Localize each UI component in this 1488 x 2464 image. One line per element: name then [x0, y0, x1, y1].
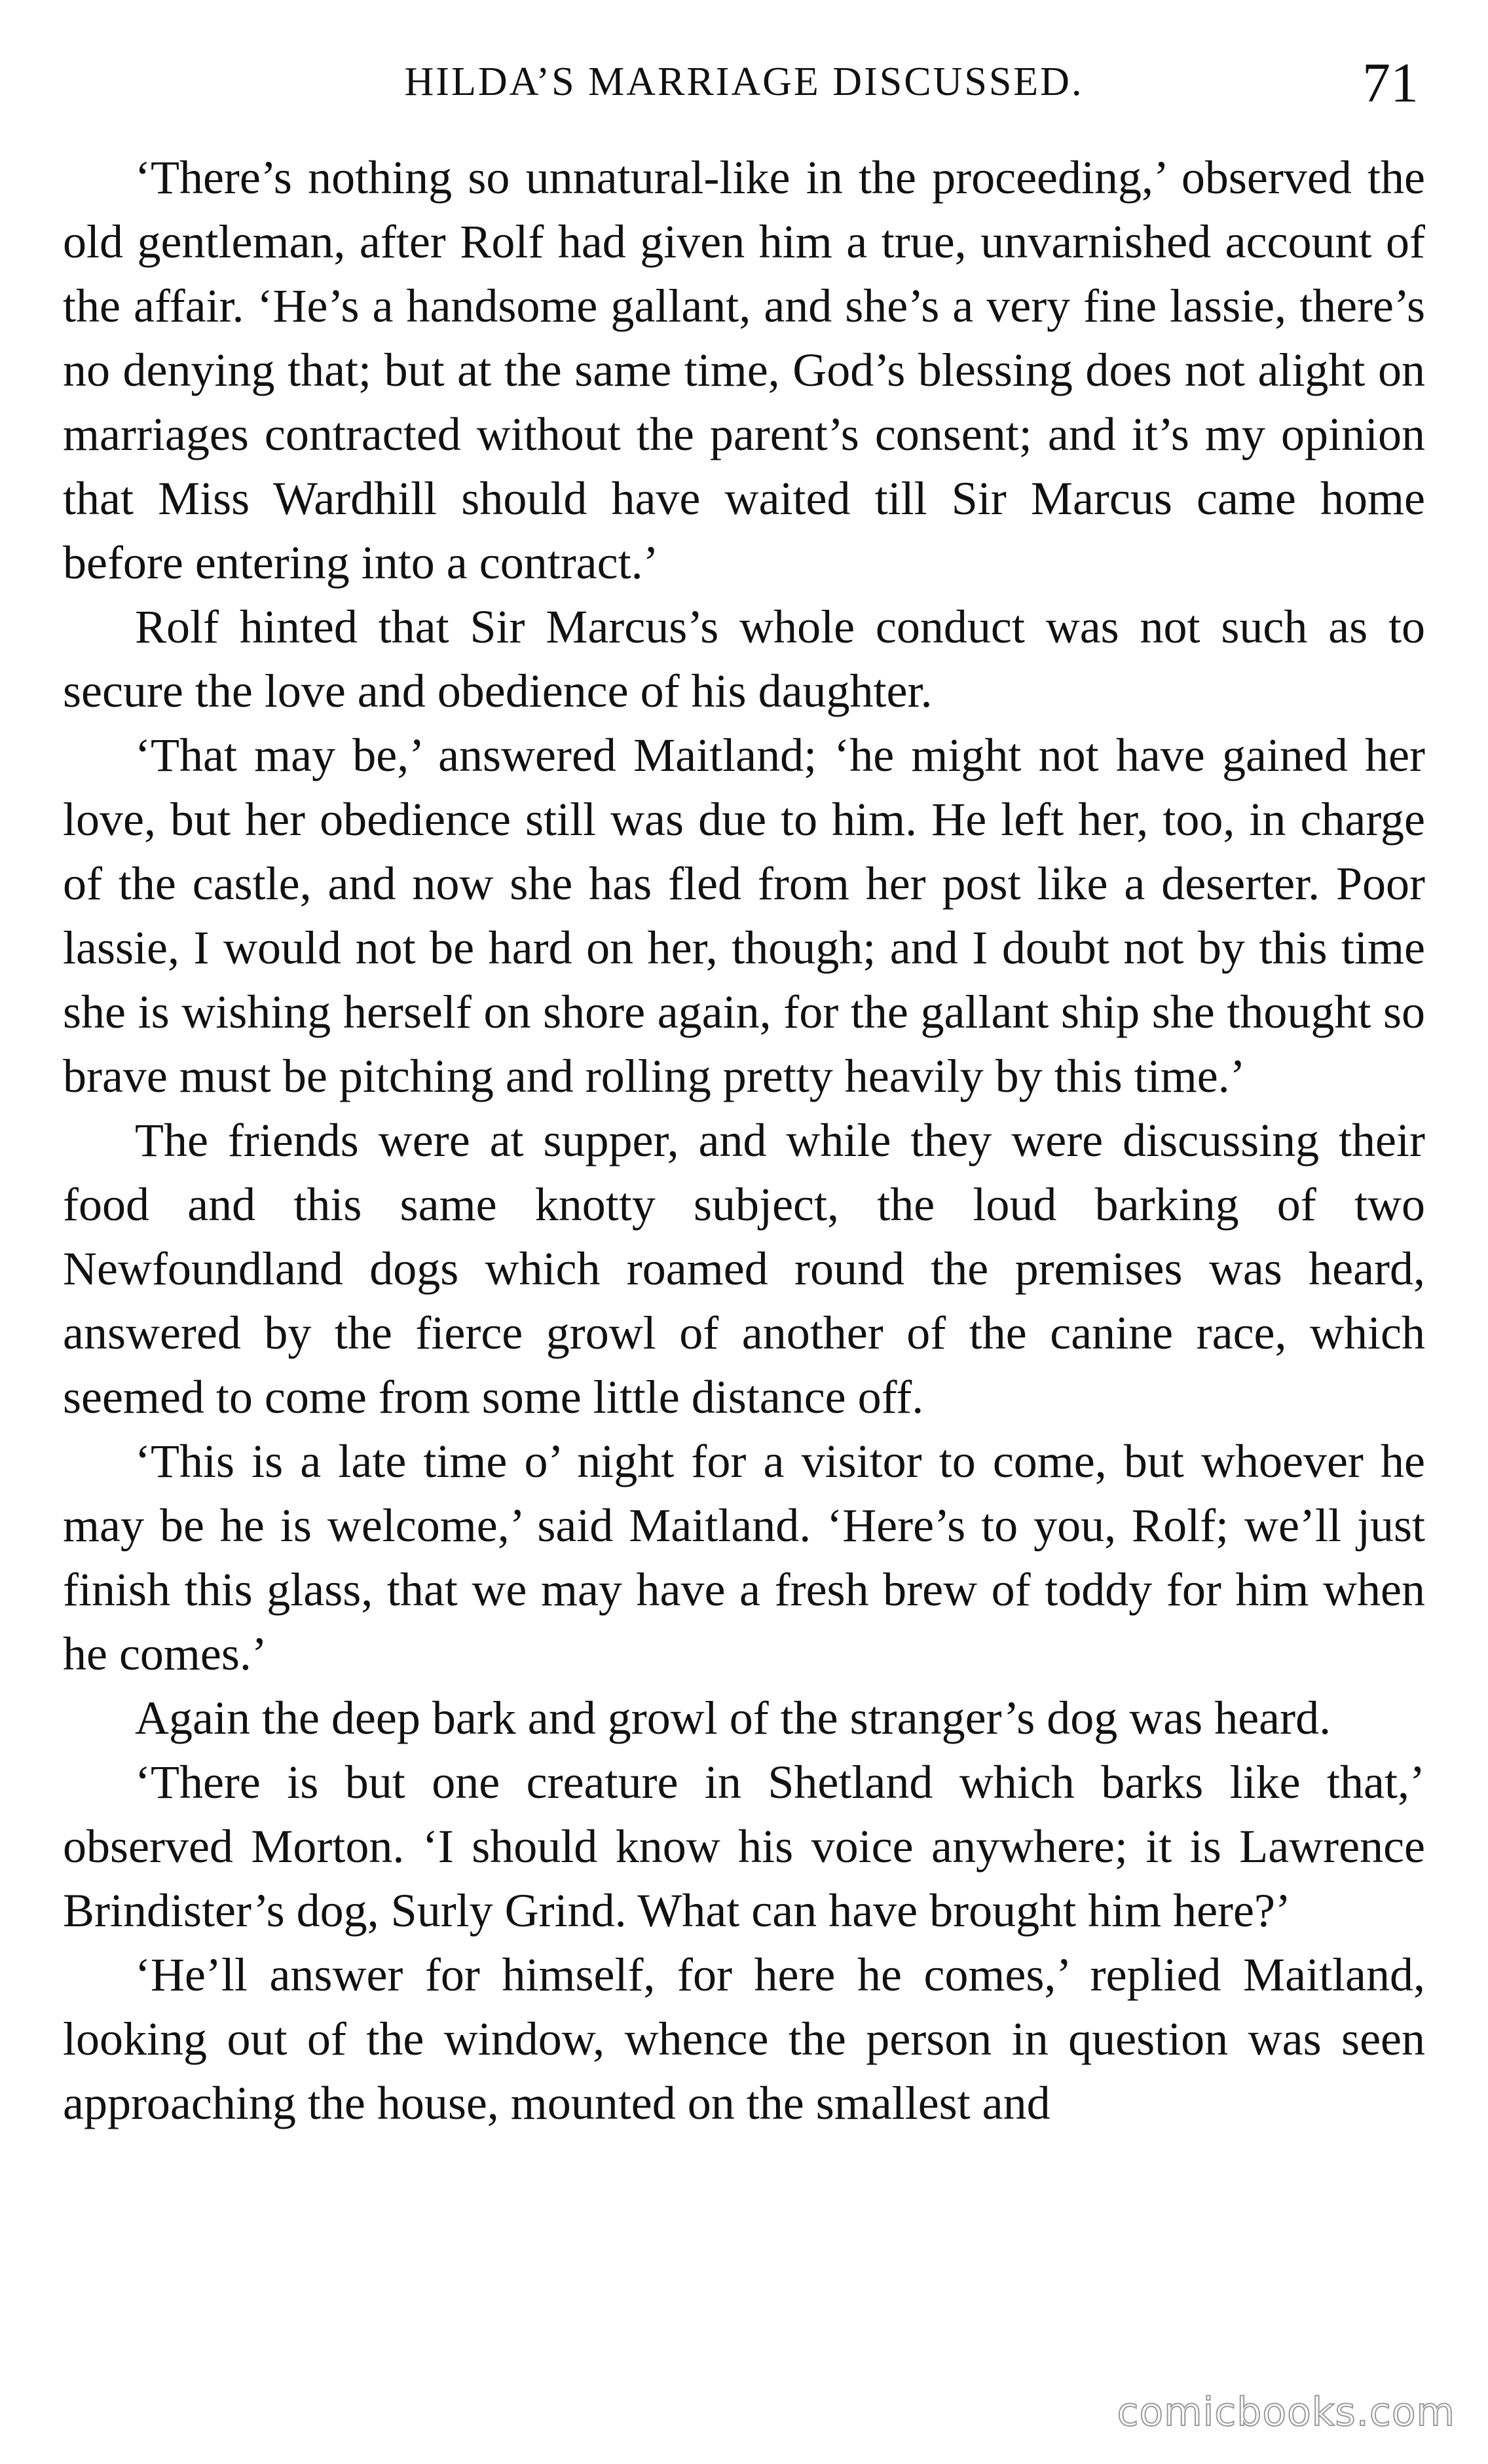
- paragraph: ‘There’s nothing so unnatural-like in the proceeding,’ observed the old gentleman, after Rolf had given him a true, unvarnished account of the affair. ‘He’s a handsome gallant, and she’s a very fine lassie, there’s no denying that; but at the same time, God’s blessing does not alight on marriages contracted without the parent’s consent; and it’s my opinion that Miss Wardhill should have waited till Sir Marcus came home before entering into a contract.’: [63, 151, 1425, 589]
- paragraph: The friends were at supper, and while they were discussing their food and this same knotty subject, the loud barking of two Newfoundland dogs which roamed round the premises was heard, answered by the fierce growl of another of the canine race, which seemed to come from some little distance off.: [63, 1114, 1425, 1423]
- paragraph: Rolf hinted that Sir Marcus’s whole conduct was not such as to secure the love and obedience of his daughter.: [63, 601, 1425, 717]
- paragraph: ‘This is a late time o’ night for a visitor to come, but whoever he may be he is welcome,’ said Maitland. ‘Here’s to you, Rolf; we’ll just finish this glass, that we may have a fresh brew of toddy for him when he comes.’: [63, 1435, 1425, 1680]
- paragraph: ‘There is but one creature in Shetland which barks like that,’ observed Morton. ‘I should know his voice anywhere; it is Lawrence Brindister’s dog, Surly Grind. What can have brought him here?’: [63, 1756, 1425, 1937]
- watermark: comicbooks.com: [1117, 2389, 1455, 2435]
- paragraph: Again the deep bark and growl of the stranger’s dog was heard.: [135, 1692, 1331, 1744]
- body-text: [63, 145, 1425, 2135]
- paragraph: ‘He’ll answer for himself, for here he comes,’ replied Maitland, looking out of the window, whence the person in question was seen approaching the house, mounted on the smallest and: [63, 1949, 1425, 2129]
- running-title: HILDA’S MARRIAGE DISCUSSED.: [404, 60, 1084, 104]
- paragraph: ‘That may be,’ answered Maitland; ‘he might not have gained her love, but her obedience still was due to him. He left her, too, in charge of the castle, and now she has fled from her post like a deserter. Poor lassie, I would not be hard on her, though; and I doubt not by this time she is wishing herself on shore again, for the gallant ship she thought so brave must be pitching and rolling pretty heavily by this time.’: [63, 729, 1425, 1102]
- page-number: 71: [1362, 51, 1419, 114]
- running-head: [63, 46, 1425, 124]
